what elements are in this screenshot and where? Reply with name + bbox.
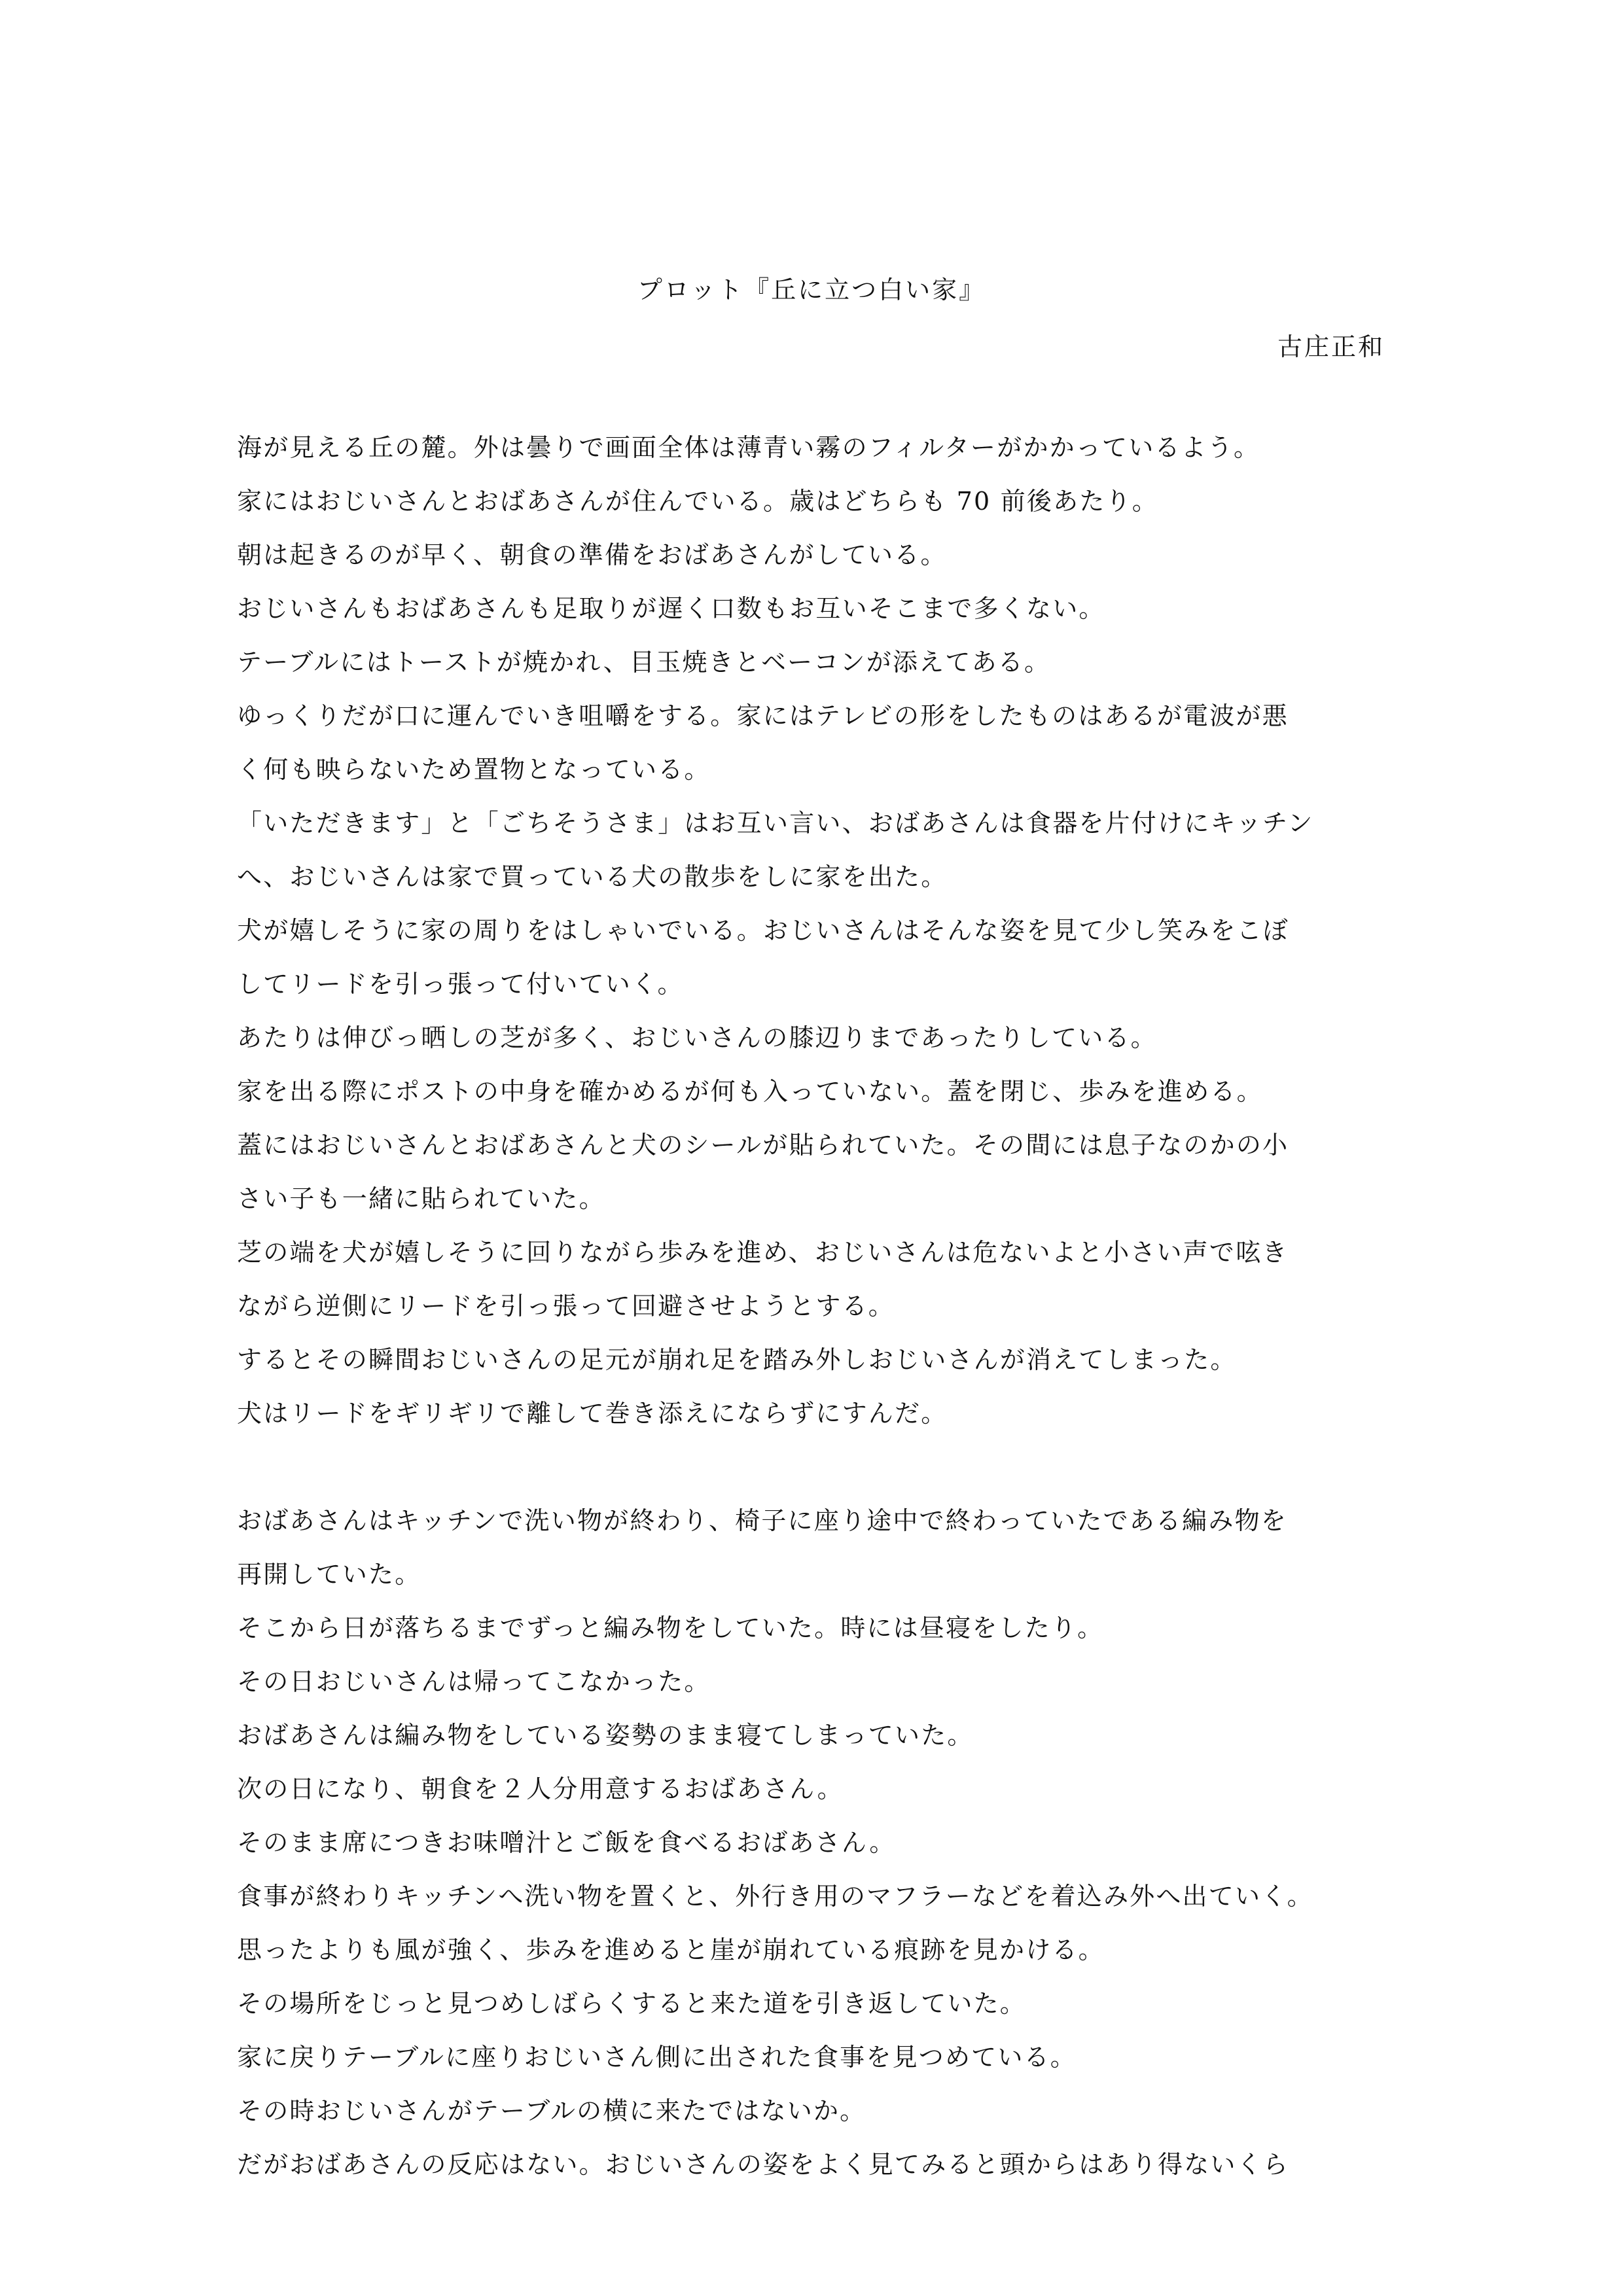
body-line: ながら逆側にリードを引っ張って回避させようとする。 [237, 1292, 895, 1320]
body-line: 朝は起きるのが早く、朝食の準備をおばあさんがしている。 [237, 540, 947, 569]
body-line: おばあさんはキッチンで洗い物が終わり、椅子に座り途中で終わっていたである編み物を [237, 1506, 1287, 1535]
body-line: 海が見える丘の麓。外は曇りで画面全体は薄青い霧のフィルターがかかっているよう。 [237, 433, 1260, 462]
body-line: あたりは伸びっ晒しの芝が多く、おじいさんの膝辺りまであったりしている。 [237, 1023, 1157, 1052]
body-line: 次の日になり、朝食を２人分用意するおばあさん。 [237, 1775, 844, 1803]
body-line: へ、おじいさんは家で買っている犬の散歩をしに家を出た。 [237, 862, 948, 891]
body-line: さい子も一緒に貼られていた。 [237, 1184, 605, 1213]
body-line: 芝の端を犬が嬉しそうに回りながら歩みを進め、おじいさんは危ないよと小さい声で呟き [237, 1238, 1289, 1267]
document-title: プロット『丘に立つ白い家』 [637, 275, 986, 304]
body-line: その時おじいさんがテーブルの横に来たではないか。 [237, 2096, 866, 2125]
body-line: その日おじいさんは帰ってこなかった。 [237, 1667, 711, 1696]
document-author: 古庄正和 [1277, 332, 1385, 361]
body-line: 家に戻りテーブルに座りおじいさん側に出された食事を見つめている。 [237, 2043, 1077, 2072]
body-line: ゆっくりだが口に運んでいき咀嚼をする。家にはテレビの形をしたものはあるが電波が悪 [237, 701, 1289, 730]
document-body [237, 421, 1395, 2191]
body-line: その場所をじっと見つめしばらくすると来た道を引き返していた。 [237, 1989, 1027, 2018]
body-line: 食事が終わりキッチンへ洗い物を置くと、外行き用のマフラーなどを着込み外へ出ていく。 [237, 1882, 1313, 1911]
paragraph-break [237, 1440, 1395, 1494]
body-line: おじいさんもおばあさんも足取りが遅く口数もお互いそこまで多くない。 [237, 594, 1105, 623]
body-line: 犬が嬉しそうに家の周りをはしゃいでいる。おじいさんはそんな姿を見て少し笑みをこぼ [237, 916, 1290, 945]
body-line: するとその瞬間おじいさんの足元が崩れ足を踏み外しおじいさんが消えてしまった。 [237, 1345, 1237, 1374]
body-line: 思ったよりも風が強く、歩みを進めると崖が崩れている痕跡を見かける。 [237, 1935, 1105, 1964]
body-line: 「いただきます」と「ごちそうさま」はお互い言い、おばあさんは食器を片付けにキッチン [237, 809, 1314, 838]
body-line: 家にはおじいさんとおばあさんが住んでいる。歳はどちらも 70 前後あたり。 [237, 487, 1158, 516]
body-line: く何も映らないため置物となっている。 [237, 755, 711, 784]
body-line: そのまま席につきお味噌汁とご飯を食べるおばあさん。 [237, 1828, 896, 1857]
body-line: おばあさんは編み物をしている姿勢のまま寝てしまっていた。 [237, 1721, 974, 1750]
body-line: 家を出る際にポストの中身を確かめるが何も入っていない。蓋を閉じ、歩みを進める。 [237, 1077, 1263, 1106]
body-line: 犬はリードをギリギリで離して巻き添えにならずにすんだ。 [237, 1399, 948, 1428]
body-line: 蓋にはおじいさんとおばあさんと犬のシールが貼られていた。その間には息子なのかの小 [237, 1131, 1289, 1159]
body-line: 再開していた。 [237, 1560, 421, 1589]
body-line: してリードを引っ張って付いていく。 [237, 970, 684, 998]
body-line: テーブルにはトーストが焼かれ、目玉焼きとベーコンが添えてある。 [237, 648, 1051, 677]
body-line: だがおばあさんの反応はない。おじいさんの姿をよく見てみると頭からはあり得ないくら [237, 2150, 1290, 2179]
body-line: そこから日が落ちるまでずっと編み物をしていた。時には昼寝をしたり。 [237, 1614, 1104, 1642]
